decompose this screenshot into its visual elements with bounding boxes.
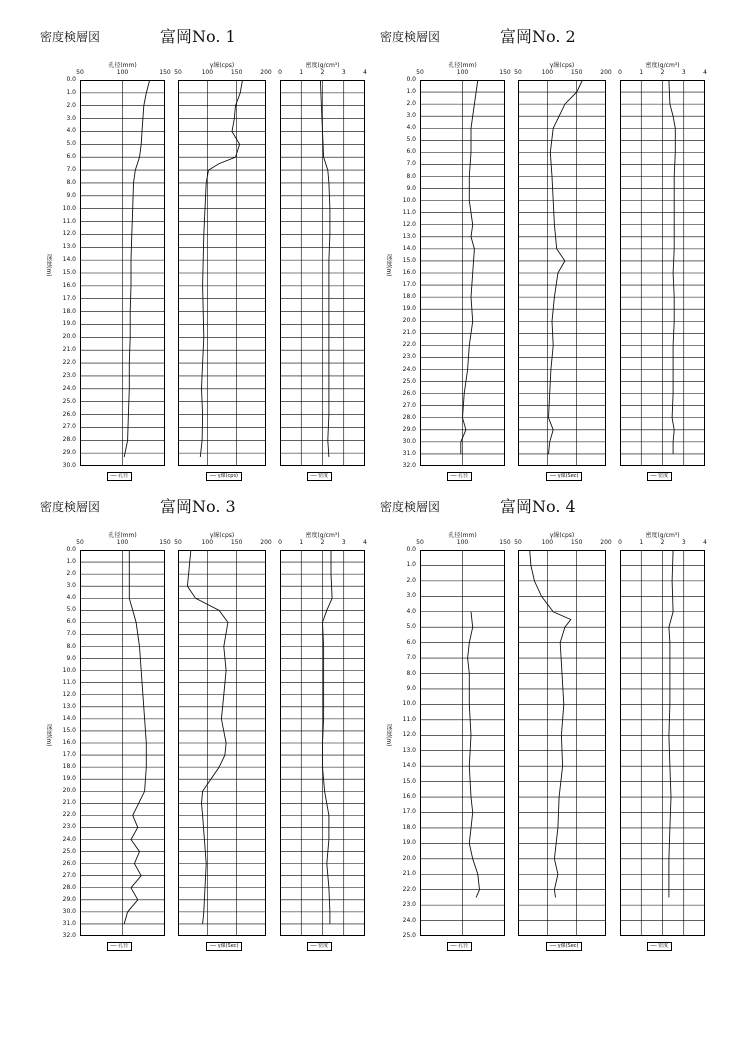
- track-axis-label: 孔径(mm): [108, 62, 137, 69]
- track-plot: [30, 30, 350, 510]
- track-tick-label: 150: [230, 539, 243, 546]
- depth-tick-label: 26.0: [62, 410, 76, 418]
- well-name: 富岡No. 3: [160, 497, 236, 516]
- track-axis-label: 密度(g/cm³): [305, 532, 340, 539]
- depth-tick-label: 10.0: [62, 666, 76, 674]
- depth-axis-label: 深度(m): [385, 723, 392, 747]
- depth-tick-label: 12.0: [402, 731, 416, 739]
- track-plot: [370, 30, 690, 510]
- track-axis-label: γ線(cps): [549, 62, 575, 69]
- depth-tick-label: 2.0: [406, 100, 416, 108]
- depth-tick-label: 0.0: [406, 546, 416, 553]
- depth-tick-label: 21.0: [402, 870, 416, 878]
- track-tick-label: 3: [341, 69, 346, 76]
- depth-tick-label: 25.0: [62, 847, 76, 855]
- depth-tick-label: 8.0: [66, 178, 76, 186]
- depth-tick-label: 23.0: [402, 901, 416, 909]
- track-tick-label: 1: [639, 69, 644, 76]
- track-tick-label: 100: [116, 69, 129, 76]
- depth-tick-label: 31.0: [62, 919, 76, 927]
- track-legend: ── γ線(Sec): [546, 472, 582, 481]
- depth-tick-label: 30.0: [62, 907, 76, 915]
- track-legend: ── 密度: [307, 472, 333, 481]
- depth-tick-label: 4.0: [66, 594, 76, 602]
- depth-tick-label: 9.0: [406, 684, 416, 692]
- depth-tick-label: 24.0: [62, 384, 76, 392]
- track-axis-label: 密度(g/cm³): [645, 532, 680, 539]
- depth-tick-label: 24.0: [62, 835, 76, 843]
- depth-tick-label: 25.0: [402, 932, 416, 939]
- log-curve-series: [320, 80, 330, 457]
- depth-tick-label: 22.0: [402, 885, 416, 893]
- depth-tick-label: 30.0: [402, 437, 416, 445]
- depth-tick-label: 12.0: [402, 220, 416, 228]
- depth-tick-label: 6.0: [406, 148, 416, 156]
- track-axis-label: 孔径(mm): [108, 532, 137, 539]
- track-tick-label: 100: [456, 539, 469, 546]
- track-tick-label: 4: [363, 69, 367, 76]
- panel-title: 密度検層図: [380, 500, 441, 514]
- log-curve-series: [669, 550, 673, 897]
- track-legend: ── 孔径: [447, 472, 473, 481]
- depth-tick-label: 13.0: [62, 702, 76, 710]
- track-tick-label: 100: [541, 539, 554, 546]
- depth-tick-label: 30.0: [62, 462, 76, 469]
- track-axis-label: 孔径(mm): [448, 532, 477, 539]
- track-tick-label: 0: [278, 539, 282, 546]
- depth-tick-label: 13.0: [402, 746, 416, 754]
- track-axis-label: 密度(g/cm³): [645, 62, 680, 69]
- depth-tick-label: 27.0: [402, 401, 416, 409]
- track-axis-label: γ線(cps): [549, 532, 575, 539]
- depth-tick-label: 24.0: [402, 365, 416, 373]
- track-tick-label: 1: [299, 539, 304, 546]
- track-axis-label: 密度(g/cm³): [305, 62, 340, 69]
- depth-tick-label: 14.0: [402, 762, 416, 770]
- track-tick-label: 200: [600, 539, 612, 546]
- depth-tick-label: 26.0: [402, 389, 416, 397]
- depth-tick-label: 4.0: [406, 607, 416, 615]
- track-tick-label: 0: [278, 69, 282, 76]
- log-panel-3: [30, 497, 367, 980]
- depth-tick-label: 5.0: [406, 623, 416, 631]
- track-tick-label: 200: [260, 69, 272, 76]
- track-axis-label: 孔径(mm): [448, 62, 477, 69]
- depth-tick-label: 19.0: [62, 320, 76, 328]
- depth-tick-label: 20.0: [402, 317, 416, 325]
- well-name: 富岡No. 4: [500, 497, 576, 516]
- track-legend: ── 密度: [647, 472, 673, 481]
- depth-tick-label: 2.0: [66, 570, 76, 578]
- track-legend: ── 孔径: [107, 472, 133, 481]
- depth-tick-label: 15.0: [402, 256, 416, 264]
- panel-title: 密度検層図: [40, 30, 101, 44]
- depth-tick-label: 16.0: [402, 793, 416, 801]
- depth-tick-label: 14.0: [402, 244, 416, 252]
- depth-tick-label: 2.0: [406, 576, 416, 584]
- depth-tick-label: 10.0: [62, 204, 76, 212]
- track-axis-label: γ線(cps): [209, 62, 235, 69]
- track-tick-label: 4: [363, 539, 367, 546]
- depth-tick-label: 10.0: [402, 196, 416, 204]
- depth-tick-label: 4.0: [66, 127, 76, 135]
- depth-tick-label: 17.0: [402, 281, 416, 289]
- track-tick-label: 50: [174, 539, 182, 546]
- track-tick-label: 100: [201, 69, 214, 76]
- depth-tick-label: 8.0: [406, 172, 416, 180]
- depth-tick-label: 32.0: [62, 932, 76, 939]
- track-tick-label: 2: [320, 539, 325, 546]
- depth-tick-label: 0.0: [66, 546, 76, 553]
- depth-tick-label: 10.0: [402, 700, 416, 708]
- depth-tick-label: 28.0: [62, 436, 76, 444]
- track-tick-label: 0: [618, 69, 622, 76]
- panel-title: 密度検層図: [40, 500, 101, 514]
- depth-tick-label: 21.0: [62, 799, 76, 807]
- depth-tick-label: 22.0: [402, 341, 416, 349]
- depth-tick-label: 12.0: [62, 690, 76, 698]
- track-tick-label: 1: [299, 69, 304, 76]
- track-axis-label: γ線(cps): [209, 532, 235, 539]
- track-tick-label: 150: [499, 539, 511, 546]
- track-tick-label: 50: [416, 539, 424, 546]
- depth-tick-label: 16.0: [62, 281, 76, 289]
- track-tick-label: 50: [76, 539, 84, 546]
- depth-tick-label: 28.0: [402, 413, 416, 421]
- depth-tick-label: 15.0: [62, 726, 76, 734]
- depth-tick-label: 13.0: [402, 232, 416, 240]
- depth-tick-label: 11.0: [402, 208, 416, 216]
- track-tick-label: 4: [703, 69, 707, 76]
- depth-tick-label: 27.0: [62, 423, 76, 431]
- log-curve-series: [669, 80, 675, 454]
- depth-tick-label: 0.0: [406, 76, 416, 83]
- track-legend: ── γ線(cps): [206, 472, 242, 481]
- depth-tick-label: 5.0: [66, 140, 76, 148]
- track-tick-label: 150: [159, 539, 171, 546]
- depth-tick-label: 17.0: [62, 751, 76, 759]
- panel-title: 密度検層図: [380, 30, 441, 44]
- depth-tick-label: 17.0: [62, 294, 76, 302]
- depth-tick-label: 8.0: [406, 669, 416, 677]
- track-tick-label: 150: [499, 69, 511, 76]
- depth-tick-label: 32.0: [402, 462, 416, 469]
- depth-tick-label: 29.0: [62, 449, 76, 457]
- depth-tick-label: 6.0: [66, 153, 76, 161]
- depth-tick-label: 9.0: [66, 654, 76, 662]
- track-tick-label: 50: [174, 69, 182, 76]
- depth-tick-label: 14.0: [62, 256, 76, 264]
- track-tick-label: 150: [159, 69, 171, 76]
- log-panel-1: [30, 27, 367, 510]
- track-tick-label: 2: [660, 69, 665, 76]
- log-panel-2: [370, 27, 707, 510]
- depth-tick-label: 3.0: [406, 592, 416, 600]
- depth-tick-label: 29.0: [402, 425, 416, 433]
- depth-tick-label: 14.0: [62, 714, 76, 722]
- depth-axis-label: 深度(m): [45, 723, 52, 747]
- depth-tick-label: 2.0: [66, 101, 76, 109]
- depth-axis-label: 深度(m): [385, 253, 392, 277]
- depth-tick-label: 19.0: [402, 305, 416, 313]
- depth-tick-label: 19.0: [402, 839, 416, 847]
- depth-tick-label: 1.0: [66, 88, 76, 96]
- depth-tick-label: 1.0: [406, 561, 416, 569]
- depth-tick-label: 24.0: [402, 916, 416, 924]
- depth-tick-label: 15.0: [402, 777, 416, 785]
- track-legend: ── γ線(Sec): [546, 942, 582, 951]
- depth-tick-label: 1.0: [66, 558, 76, 566]
- depth-tick-label: 23.0: [62, 371, 76, 379]
- depth-tick-label: 3.0: [66, 582, 76, 590]
- track-tick-label: 3: [341, 539, 346, 546]
- depth-tick-label: 8.0: [66, 642, 76, 650]
- depth-tick-label: 9.0: [406, 184, 416, 192]
- track-tick-label: 100: [116, 539, 129, 546]
- depth-tick-label: 26.0: [62, 859, 76, 867]
- depth-tick-label: 11.0: [402, 715, 416, 723]
- depth-tick-label: 12.0: [62, 230, 76, 238]
- depth-tick-label: 23.0: [402, 353, 416, 361]
- track-tick-label: 1: [639, 539, 644, 546]
- depth-tick-label: 5.0: [66, 606, 76, 614]
- depth-tick-label: 1.0: [406, 88, 416, 96]
- depth-tick-label: 13.0: [62, 243, 76, 251]
- depth-tick-label: 23.0: [62, 823, 76, 831]
- depth-tick-label: 16.0: [62, 739, 76, 746]
- depth-tick-label: 20.0: [62, 333, 76, 341]
- track-plot: [30, 500, 350, 980]
- track-tick-label: 2: [660, 539, 665, 546]
- depth-tick-label: 18.0: [62, 763, 76, 771]
- track-plot: [370, 500, 690, 980]
- depth-tick-label: 21.0: [402, 329, 416, 337]
- track-legend: ── 孔径: [107, 942, 133, 951]
- track-tick-label: 150: [570, 69, 583, 76]
- depth-tick-label: 7.0: [66, 166, 76, 174]
- depth-tick-label: 15.0: [62, 269, 76, 276]
- depth-tick-label: 31.0: [402, 449, 416, 457]
- depth-tick-label: 20.0: [62, 787, 76, 795]
- track-tick-label: 200: [600, 69, 612, 76]
- track-legend: ── 孔径: [447, 942, 473, 951]
- depth-tick-label: 19.0: [62, 775, 76, 783]
- depth-tick-label: 5.0: [406, 136, 416, 144]
- depth-tick-label: 16.0: [402, 269, 416, 276]
- depth-tick-label: 22.0: [62, 359, 76, 367]
- track-tick-label: 200: [260, 539, 272, 546]
- depth-tick-label: 18.0: [402, 293, 416, 301]
- track-tick-label: 150: [570, 539, 583, 546]
- log-curve-series: [323, 550, 333, 924]
- depth-tick-label: 11.0: [62, 678, 76, 686]
- track-tick-label: 0: [618, 539, 622, 546]
- well-name: 富岡No. 2: [500, 27, 576, 46]
- depth-tick-label: 4.0: [406, 124, 416, 132]
- track-legend: ── γ線(Sec): [206, 942, 242, 951]
- track-tick-label: 3: [681, 69, 686, 76]
- track-tick-label: 3: [681, 539, 686, 546]
- track-tick-label: 50: [76, 69, 84, 76]
- depth-tick-label: 22.0: [62, 811, 76, 819]
- depth-tick-label: 6.0: [406, 638, 416, 646]
- depth-tick-label: 11.0: [62, 217, 76, 225]
- depth-tick-label: 6.0: [66, 618, 76, 626]
- depth-tick-label: 0.0: [66, 76, 76, 83]
- track-tick-label: 100: [541, 69, 554, 76]
- depth-tick-label: 20.0: [402, 854, 416, 862]
- depth-tick-label: 3.0: [66, 114, 76, 122]
- log-panel-4: [370, 497, 707, 980]
- depth-tick-label: 9.0: [66, 191, 76, 199]
- depth-tick-label: 29.0: [62, 895, 76, 903]
- depth-tick-label: 28.0: [62, 883, 76, 891]
- track-legend: ── 密度: [307, 942, 333, 951]
- track-tick-label: 100: [201, 539, 214, 546]
- depth-tick-label: 27.0: [62, 871, 76, 879]
- depth-tick-label: 18.0: [62, 307, 76, 315]
- depth-tick-label: 17.0: [402, 808, 416, 816]
- depth-tick-label: 7.0: [66, 630, 76, 638]
- depth-tick-label: 7.0: [406, 654, 416, 662]
- depth-axis-label: 深度(m): [45, 253, 52, 277]
- track-tick-label: 50: [514, 69, 522, 76]
- track-tick-label: 2: [320, 69, 325, 76]
- depth-tick-label: 25.0: [62, 397, 76, 405]
- track-tick-label: 150: [230, 69, 243, 76]
- track-legend: ── 密度: [647, 942, 673, 951]
- depth-tick-label: 25.0: [402, 377, 416, 385]
- track-tick-label: 100: [456, 69, 469, 76]
- well-name: 富岡No. 1: [160, 27, 236, 46]
- track-tick-label: 4: [703, 539, 707, 546]
- depth-tick-label: 3.0: [406, 112, 416, 120]
- depth-tick-label: 7.0: [406, 160, 416, 168]
- depth-tick-label: 21.0: [62, 346, 76, 354]
- depth-tick-label: 18.0: [402, 823, 416, 831]
- track-tick-label: 50: [416, 69, 424, 76]
- track-tick-label: 50: [514, 539, 522, 546]
